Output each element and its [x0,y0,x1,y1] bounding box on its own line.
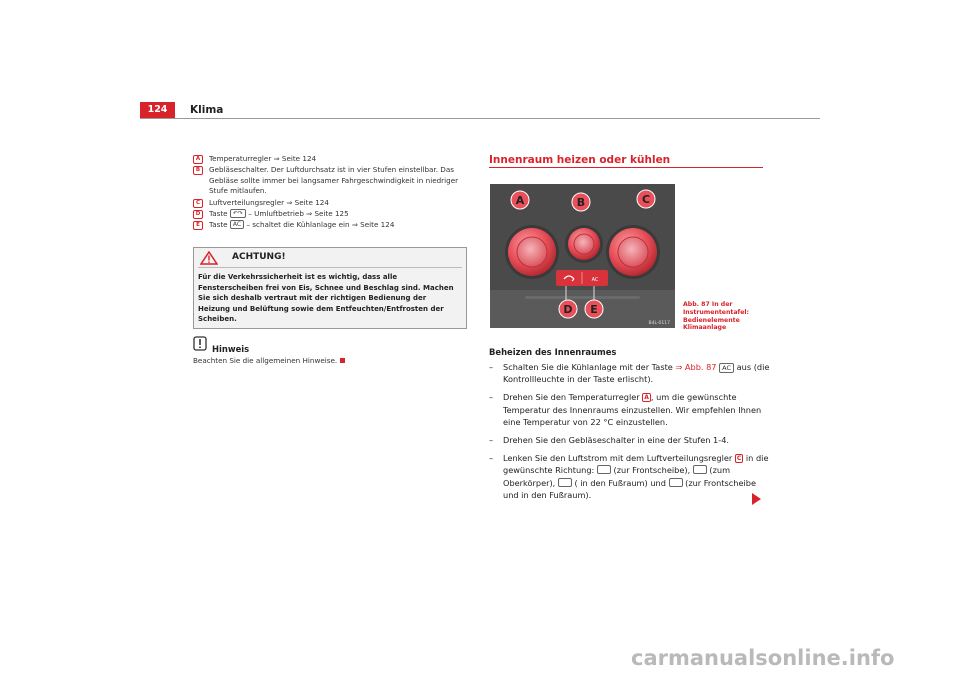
legend-item-e [193,220,473,230]
legend-prefix: Taste [209,220,228,230]
step-text: in die gewünschte Richtung: [503,453,769,476]
callout-c-label: C [641,193,651,206]
callout-d-label: D [563,303,573,316]
figure-caption: Abb. 87 In der Instrumententafel: Bedienelemente Klimaanlage [683,301,750,332]
key-badge-c: C [736,455,742,463]
panel-slot-line [525,296,640,299]
legend-suffix: – schaltet die Kühlanlage ein ⇒ Seite 124 [244,220,395,230]
header-rule [140,118,820,119]
note-text [193,356,345,365]
step-dash: – [489,453,494,464]
legend-item-b [193,165,473,196]
step-text: , um die gewünschte Temperatur des Innenraums einzustellen. Wir empfehlen Ihnen eine Temperatur von 22 °C einzustellen. [503,392,762,427]
callout-b [572,193,590,211]
legend-suffix: – Umluftbetrieb ⇒ Seite 125 [245,209,349,219]
step-4 [489,452,771,501]
climate-control-figure [490,184,675,328]
warning-text: Für die Verkehrssicherheit ist es wichtig, dass alle Fensterscheiben frei von Eis, Schnee und Beschlag sind. Machen Sie sich deshalb vertraut mit der richtigen Bedienung der Heizung und Belüftung sowie dem Entfeuchten/Entfrosten der Scheiben. [198,273,454,324]
key-badge-e: E [193,221,203,230]
knob-c-air-distribution [606,225,660,279]
step-text: (zur Frontscheibe), [613,465,693,476]
step-2 [489,391,771,428]
callout-c [637,190,655,208]
windscreen-mode-icon [597,465,611,474]
step-1 [489,361,771,385]
legend-text: Gebläseschalter. Der Luftdurchsatz ist in vier Stufen einstellbar. Das Gebläse sollte immer bei langsamer Fahrgeschwindigkeit in niedriger Stufe mitlaufen. [209,165,459,196]
next-page-arrow-icon[interactable] [752,493,761,505]
section-title: Innenraum heizen oder kühlen [489,154,671,166]
windscreen-footwell-mode-icon [669,478,683,487]
warning-triangle-icon [200,251,218,265]
footwell-mode-icon [558,478,572,487]
note-body: Beachten Sie die allgemeinen Hinweise. [193,356,338,365]
step-text: (zum Oberkörper), [503,465,731,488]
step-text: Drehen Sie den Gebläseschalter in eine der Stufen 1-4. [503,435,730,446]
step-text: Schalten Sie die Kühlanlage mit der Taste [503,362,676,372]
step-dash: – [489,392,494,403]
heating-steps [489,361,771,507]
step-text: Lenken Sie den Luftstrom mit dem Luftverteilungsregler [503,453,735,464]
callout-e-label: E [590,303,598,316]
legend-text: Temperaturregler ⇒ Seite 124 [209,154,317,163]
heating-subhead: Beheizen des Innenraumes [489,347,617,357]
legend-item-d [193,209,473,219]
callout-b-label: B [576,196,586,209]
legend-item-c [193,198,473,208]
key-badge-c: C [193,199,203,208]
knob-b-blower [565,225,603,263]
ac-button-label: AC [591,277,599,283]
chapter-title: Klima [190,104,224,116]
step-text: aus (die Kontrollleuchte in der Taste erlischt). [503,362,770,385]
warning-box [193,247,467,329]
panel-lower-band [490,290,675,328]
figure-image-code: B4L-0117 [648,321,670,326]
legend-prefix: Taste [209,209,228,219]
ac-key: AC [230,220,244,229]
callout-a-label: A [515,194,525,207]
step-text: ( in den Fußraum) und [574,477,669,488]
step-3 [489,434,771,446]
step-dash: – [489,362,494,372]
step-text: (zur Frontscheibe und in den Fußraum). [503,477,756,500]
upper-body-mode-icon [693,465,707,474]
warning-title: ACHTUNG! [232,252,286,262]
recirculation-key-icon: ↶↷ [230,209,246,218]
page-number: 124 [140,102,175,118]
knob-a-temperature [505,225,559,279]
ac-button-ref: AC [719,363,734,373]
key-badge-b: B [193,166,203,175]
watermark: carmanualsonline.info [631,646,895,670]
callout-d [559,300,577,318]
legend-text: Luftverteilungsregler ⇒ Seite 124 [209,197,329,207]
section-rule [489,167,763,168]
step-dash: – [489,435,494,446]
warning-header [194,248,466,267]
figure-reference-link[interactable]: ⇒ Abb. 87 [675,362,717,372]
callout-a [511,191,529,209]
key-badge-d: D [193,210,203,219]
note-title: Hinweis [212,344,250,354]
key-badge-a: A [644,394,649,402]
note-icon [193,336,207,351]
legend-item-a [193,154,473,164]
section-end-mark [340,358,345,363]
control-legend [193,154,473,232]
callout-e [585,300,603,318]
key-badge-a: A [193,155,203,164]
step-text: Drehen Sie den Temperaturregler [503,392,643,403]
